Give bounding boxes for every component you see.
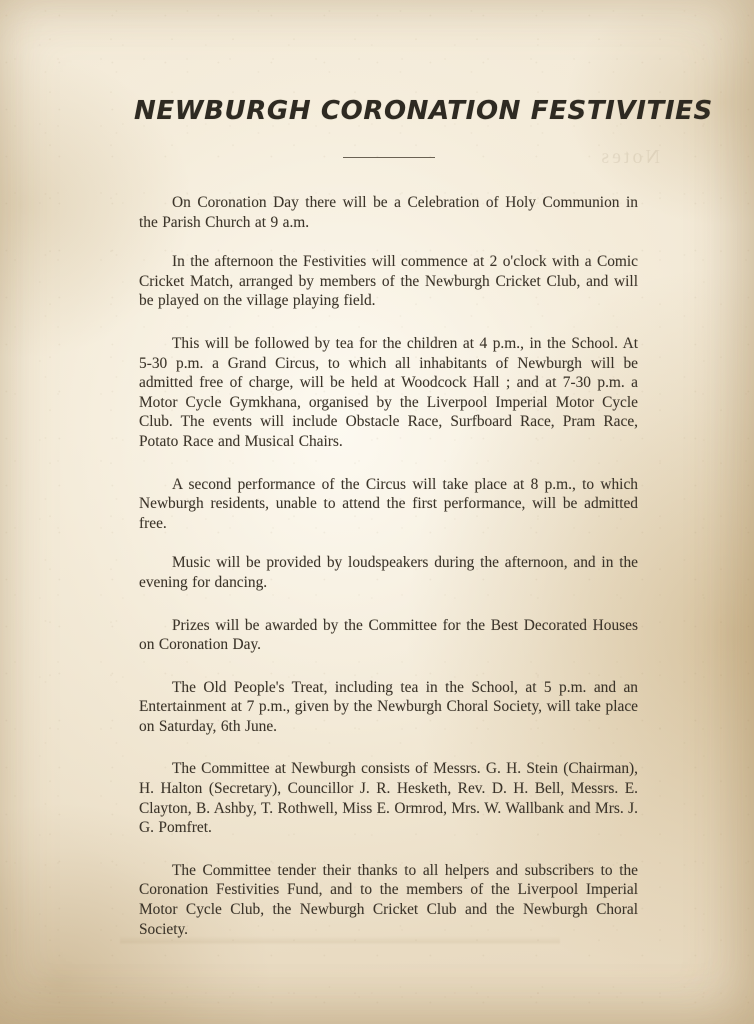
paragraph-holy-communion: On Coronation Day there will be a Celebration of Holy Communion in the Parish Church at 9 a.m. [139, 194, 638, 231]
paragraph-thanks: The Committee tender their thanks to all helpers and subscribers to the Coronation Festivities Fund, and to the members of the Liverpool Imperial Motor Cycle Club, the Newburgh Cricket Club and the Newburgh Choral Society. [139, 861, 638, 938]
page-title: NEWBURGH CORONATION FESTIVITIES [134, 96, 713, 126]
paragraph-cricket-match: In the afternoon the Festivities will commence at 2 o'clock with a Comic Cricket Match, arranged by members of the Newburgh Cricket Club, and will be played on the village playing field. [139, 253, 638, 310]
paragraph-old-peoples-treat: The Old People's Treat, including tea in the School, at 5 p.m. and an Entertainment at 7 p.m., given by the Newburgh Choral Society, will take place on Saturday, 6th June. [139, 678, 638, 735]
paragraph-tea-circus-gymkhana: This will be followed by tea for the children at 4 p.m., in the School. At 5-30 p.m. a Grand Circus, to which all inhabitants of Newburgh will be admitted free of charge, will be held at Woodcock Hall ; and at 7-30 p.m. a Motor Cycle Gymkhana, organised by the Liverpool Imperial Motor Cycle Club. The events will include Obstacle Race, Surfboard Race, Pram Race, Potato Race and Musical Chairs. [139, 334, 638, 450]
paragraph-committee-members: The Committee at Newburgh consists of Messrs. G. H. Stein (Chairman), H. Halton (Secretary), Councillor J. R. Hesketh, Rev. D. H. Bell, Messrs. E. Clayton, B. Ashby, T. Rothwell, Miss E. Ormrod, Mrs. W. Wallbank and Mrs. J. G. Pomfret. [139, 760, 638, 837]
paragraph-second-circus: A second performance of the Circus will take place at 8 p.m., to which Newburgh residents, unable to attend the first performance, will be admitted free. [139, 475, 638, 532]
reverse-side-showthrough: Notes [598, 146, 660, 168]
title-divider-rule [343, 157, 435, 158]
paragraph-music: Music will be provided by loudspeakers during the afternoon, and in the evening for dancing. [139, 554, 638, 591]
paragraph-prizes: Prizes will be awarded by the Committee for the Best Decorated Houses on Coronation Day. [139, 616, 638, 654]
